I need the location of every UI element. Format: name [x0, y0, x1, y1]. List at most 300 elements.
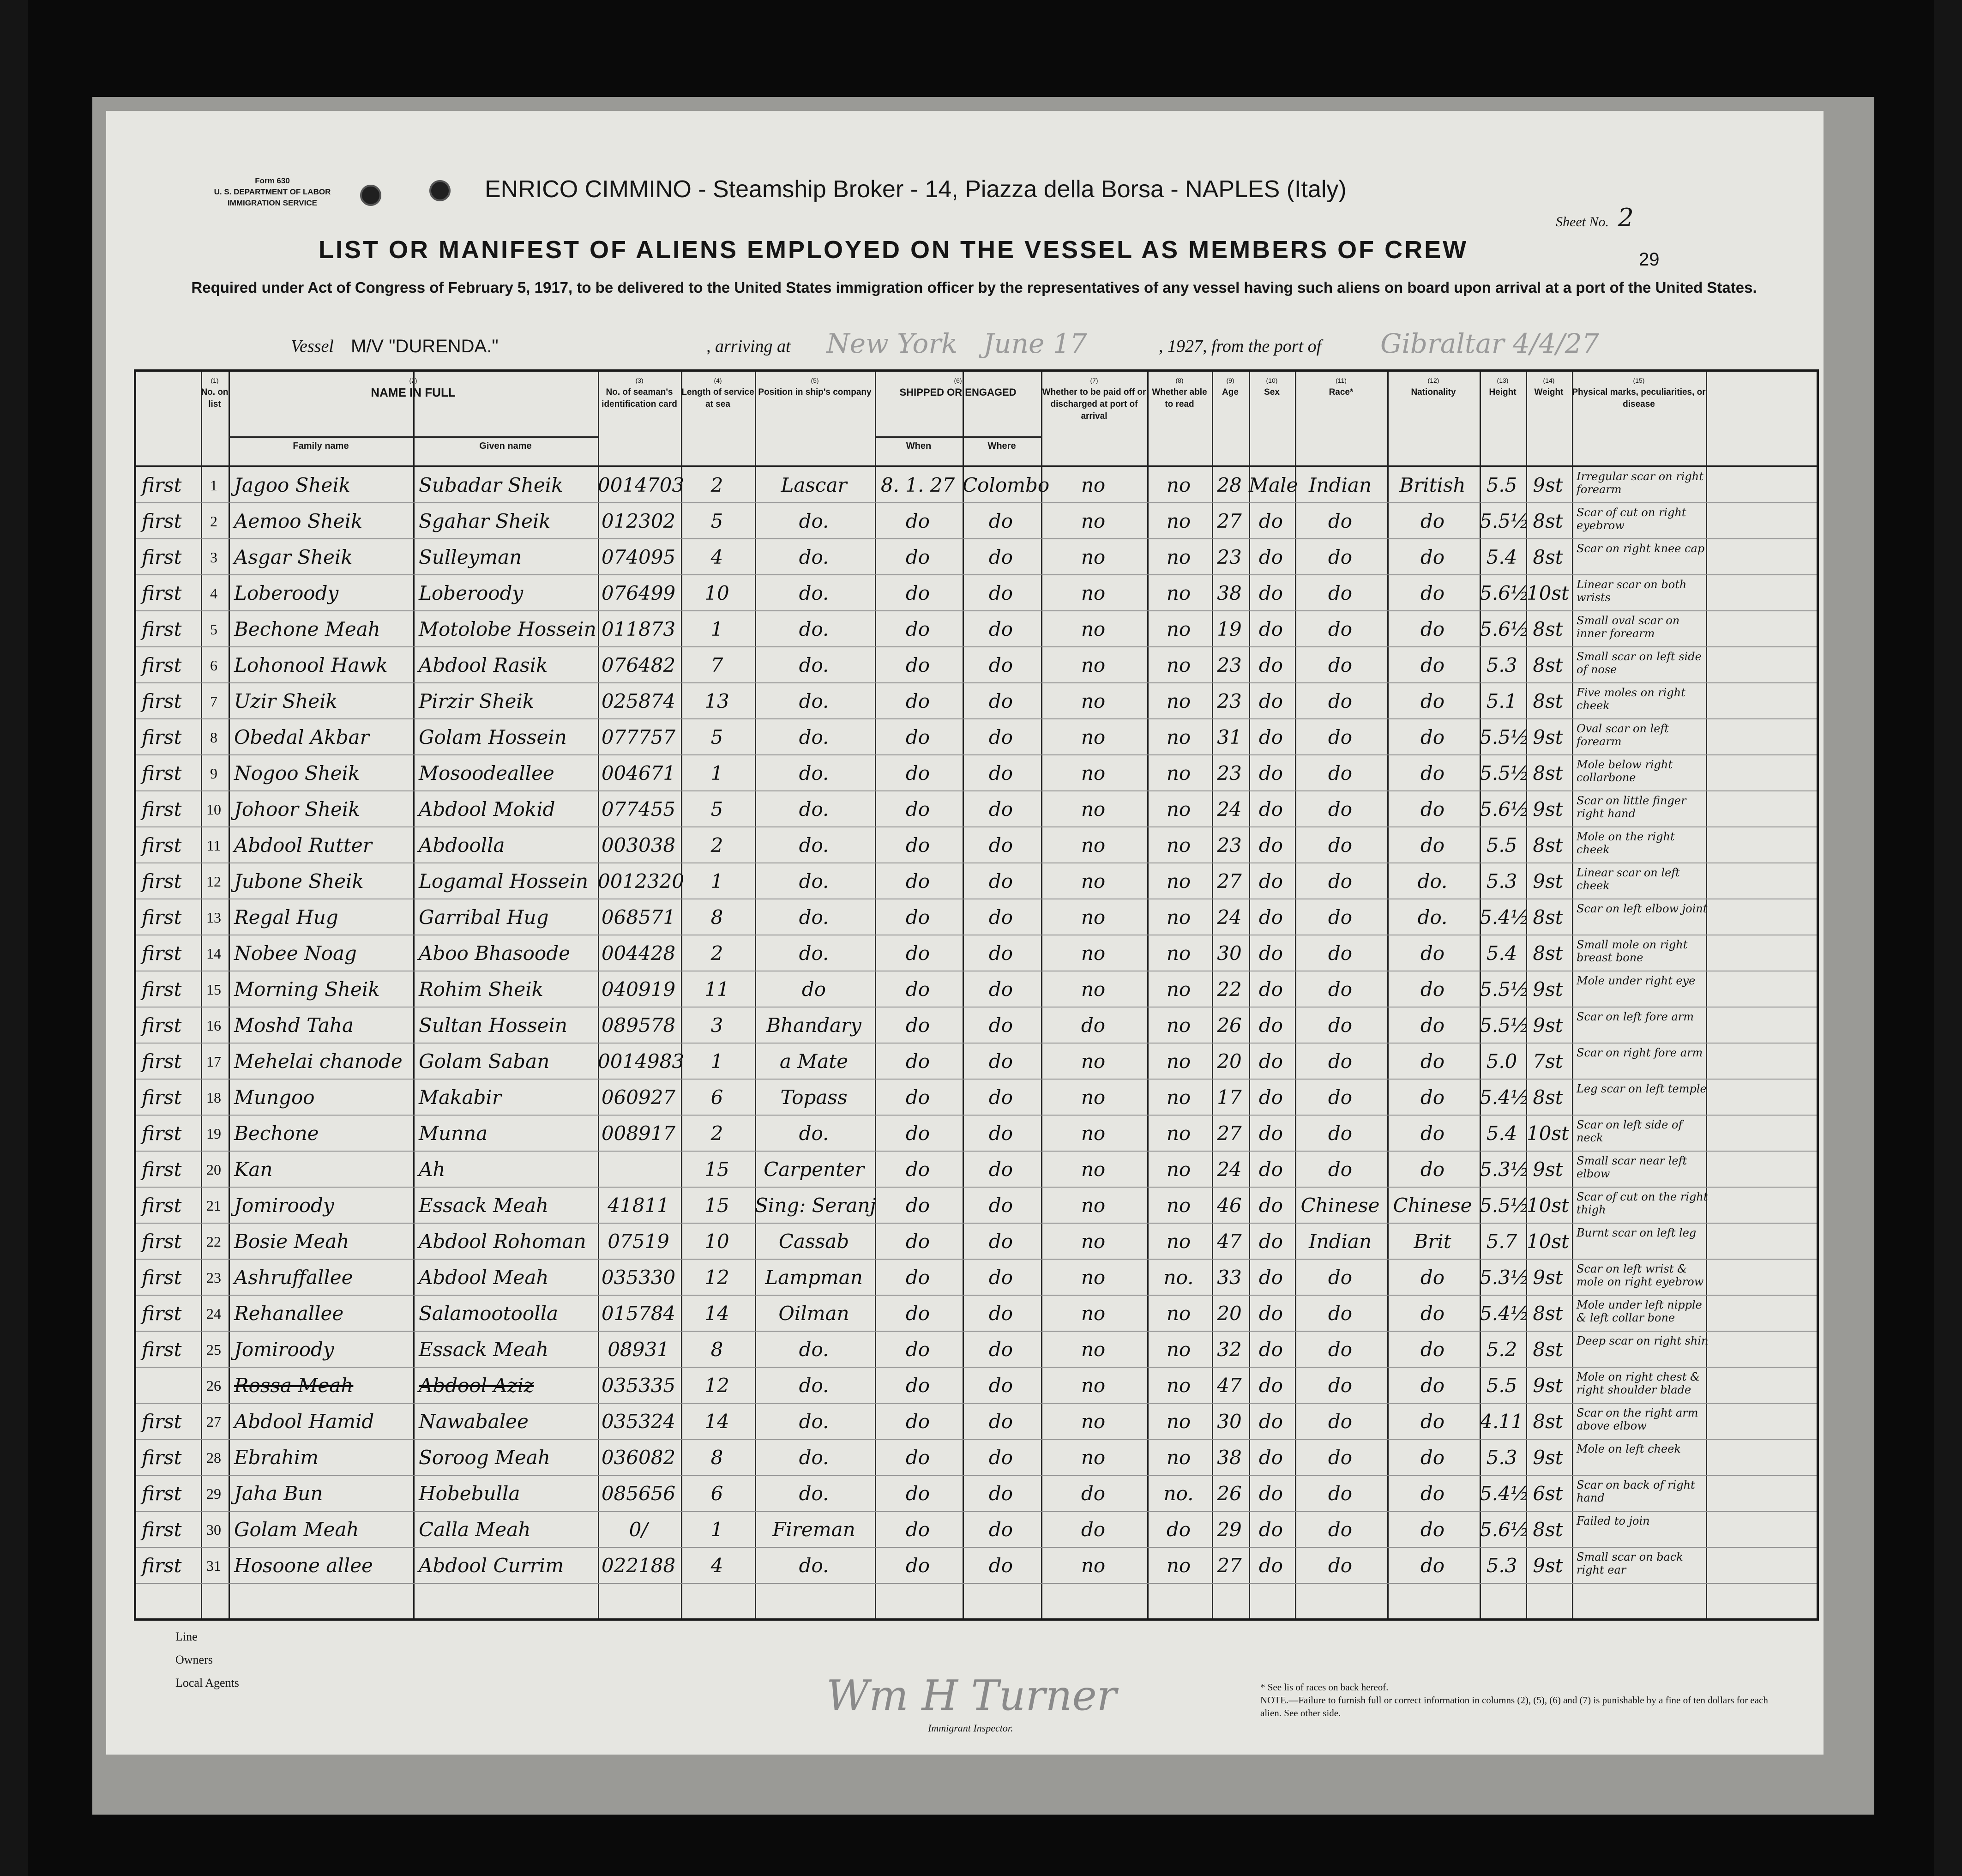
cell-service: 8 — [710, 1446, 723, 1469]
cell-weight: 9st — [1533, 1554, 1563, 1577]
cell-no: 12 — [206, 873, 221, 890]
cell-paid: no — [1081, 1338, 1106, 1361]
cell-weight: 9st — [1533, 1446, 1563, 1469]
cell-when: do — [905, 1266, 930, 1289]
table-row — [136, 1476, 1817, 1512]
cell-nationality: do — [1420, 1446, 1445, 1469]
cell-position: do. — [799, 834, 829, 857]
cell-card: 040919 — [601, 978, 676, 1001]
cell-given: Nawabalee — [419, 1410, 529, 1433]
cell-read: no — [1166, 1374, 1191, 1397]
cell-paid: do — [1081, 1014, 1106, 1037]
cell-nationality: Brit — [1414, 1230, 1451, 1253]
table-row — [136, 863, 1817, 899]
cell-physical: Linear scar on left cheek — [1577, 866, 1680, 892]
cell-read: no — [1166, 582, 1191, 604]
cell-where: do — [988, 906, 1013, 929]
cell-race: do — [1328, 1446, 1353, 1469]
cell-physical: Scar on right fore arm — [1577, 1046, 1703, 1059]
cell-where: do — [988, 726, 1013, 748]
cell-when: do — [905, 1482, 930, 1505]
cell-sex: do — [1258, 1446, 1283, 1469]
cell-height: 5.3 — [1486, 654, 1517, 676]
cell-height: 5.2 — [1486, 1338, 1517, 1361]
cell-physical: Scar on little finger right hand — [1577, 794, 1686, 820]
cell-given: Hobebulla — [419, 1482, 520, 1505]
cell-paid: do — [1081, 1482, 1106, 1505]
table-row — [136, 827, 1817, 863]
cell-age: 27 — [1217, 1122, 1242, 1145]
cell-read: no — [1166, 798, 1191, 820]
cell-mark: first — [142, 978, 182, 1001]
cell-read: no — [1166, 1086, 1191, 1109]
header-nationality: (12) Nationality — [1411, 377, 1456, 397]
cell-no: 22 — [206, 1233, 221, 1250]
cell-family: Aemoo Sheik — [234, 510, 363, 532]
cell-physical: Scar of cut on the right thigh — [1577, 1190, 1708, 1216]
cell-where: do — [988, 582, 1013, 604]
cell-physical: Mole below right collarbone — [1577, 758, 1673, 784]
cell-mark: first — [142, 690, 182, 712]
cell-sex: do — [1258, 1014, 1283, 1037]
cell-height: 5.6½ — [1480, 798, 1529, 820]
cell-family: Johoor Sheik — [234, 798, 360, 820]
crew-table — [134, 369, 1819, 1621]
cell-when: do — [905, 1122, 930, 1145]
cell-position: do. — [799, 942, 829, 965]
cell-sex: do — [1258, 1554, 1283, 1577]
cell-card: 077757 — [601, 726, 676, 748]
table-row — [136, 935, 1817, 971]
cell-sex: do — [1258, 942, 1283, 965]
cell-position: do. — [799, 1446, 829, 1469]
cell-height: 5.4½ — [1480, 1086, 1529, 1109]
cell-nationality: do — [1420, 942, 1445, 965]
cell-age: 31 — [1217, 726, 1242, 748]
cell-when: do — [905, 546, 930, 568]
cell-read: no — [1166, 978, 1191, 1001]
cell-nationality: do — [1420, 618, 1445, 640]
cell-nationality: do — [1420, 546, 1445, 568]
cell-weight: 10st — [1527, 1194, 1569, 1217]
cell-given: Sgahar Sheik — [419, 510, 551, 532]
cell-race: do — [1328, 1158, 1353, 1181]
cell-service: 2 — [710, 474, 723, 496]
cell-no: 9 — [210, 765, 217, 782]
local-agents-label: Local Agents — [175, 1676, 239, 1689]
cell-position: do. — [799, 1122, 829, 1145]
cell-when: do — [905, 1338, 930, 1361]
cell-physical: Small oval scar on inner forearm — [1577, 614, 1680, 640]
cell-sex: do — [1258, 726, 1283, 748]
cell-read: no — [1166, 1554, 1191, 1577]
cell-paid: no — [1081, 762, 1106, 784]
cell-family: Nobee Noag — [234, 942, 357, 965]
cell-card: 015784 — [601, 1302, 676, 1325]
cell-family: Bechone Meah — [234, 618, 380, 640]
cell-read: no — [1166, 1122, 1191, 1145]
vessel-line — [291, 328, 1676, 365]
cell-where: do — [988, 978, 1013, 1001]
cell-no: 14 — [206, 945, 221, 962]
cell-when: do — [905, 582, 930, 604]
cell-where: do — [988, 1122, 1013, 1145]
cell-no: 29 — [206, 1485, 221, 1502]
cell-card: 0012320 — [598, 870, 685, 893]
table-row — [136, 755, 1817, 791]
cell-physical: Failed to join — [1577, 1514, 1650, 1527]
cell-physical: Scar on left fore arm — [1577, 1010, 1694, 1023]
cell-service: 6 — [710, 1482, 723, 1505]
cell-paid: no — [1081, 1194, 1106, 1217]
cell-where: do — [988, 1338, 1013, 1361]
cell-weight: 8st — [1533, 1410, 1563, 1433]
cell-nationality: do — [1420, 1518, 1445, 1541]
cell-physical: Scar on left wrist & mole on right eyebrow — [1577, 1262, 1704, 1288]
cell-weight: 8st — [1533, 1302, 1563, 1325]
cell-no: 5 — [210, 621, 217, 638]
cell-physical: Small scar on left side of nose — [1577, 650, 1702, 676]
cell-weight: 8st — [1533, 942, 1563, 965]
cell-position: do. — [799, 1482, 829, 1505]
table-row — [136, 1296, 1817, 1332]
cell-given: Abdool Rasik — [419, 654, 548, 676]
year-label: , 1927, from the port of — [1159, 337, 1322, 356]
cell-height: 5.6½ — [1480, 1518, 1529, 1541]
cell-service: 8 — [710, 906, 723, 929]
cell-age: 47 — [1217, 1230, 1242, 1253]
cell-race: do — [1328, 546, 1353, 568]
cell-service: 12 — [704, 1374, 729, 1397]
cell-service: 7 — [710, 654, 723, 676]
cell-race: do — [1328, 1302, 1353, 1325]
cell-nationality: do — [1420, 654, 1445, 676]
table-row — [136, 503, 1817, 539]
cell-read: no. — [1163, 1482, 1194, 1505]
cell-when: do — [905, 1230, 930, 1253]
cell-service: 1 — [710, 618, 723, 640]
cell-nationality: do — [1420, 1086, 1445, 1109]
cell-age: 27 — [1217, 510, 1242, 532]
cell-where: do — [988, 942, 1013, 965]
cell-no: 25 — [206, 1341, 221, 1358]
cell-card: 008917 — [601, 1122, 676, 1145]
broker-line: ENRICO CIMMINO - Steamship Broker - 14, Piazza della Borsa - NAPLES (Italy) — [485, 176, 1347, 203]
cell-no: 4 — [210, 585, 217, 602]
cell-age: 47 — [1217, 1374, 1242, 1397]
cell-race: do — [1328, 1482, 1353, 1505]
table-row — [136, 1368, 1817, 1404]
subtitle: Required under Act of Congress of February 5, 1917, to be delivered to the United States immigration officer by the representatives of any vessel having such aliens on board upon arrival at a port of the United States. — [191, 279, 1757, 296]
cell-where: do — [988, 762, 1013, 784]
cell-age: 38 — [1217, 1446, 1242, 1469]
cell-read: no — [1166, 726, 1191, 748]
cell-mark: first — [142, 1302, 182, 1325]
header-able-read: (8) Whether able to read — [1152, 377, 1207, 409]
cell-no: 1 — [210, 477, 217, 494]
cell-mark: first — [142, 1482, 182, 1505]
cell-when: do — [905, 834, 930, 857]
cell-sex: do — [1258, 1194, 1283, 1217]
cell-paid: no — [1081, 654, 1106, 676]
header-race: (11) Race* — [1329, 377, 1354, 397]
cell-card: 003038 — [601, 834, 676, 857]
cell-when: do — [905, 1518, 930, 1541]
cell-family: Jaha Bun — [234, 1482, 323, 1505]
cell-race: do — [1328, 978, 1353, 1001]
cell-position: do. — [799, 1338, 829, 1361]
cell-weight: 10st — [1527, 1122, 1569, 1145]
cell-height: 5.4 — [1486, 1122, 1517, 1145]
cell-mark: first — [142, 1410, 182, 1433]
cell-weight: 9st — [1533, 798, 1563, 820]
cell-when: do — [905, 1050, 930, 1073]
cell-paid: no — [1081, 1446, 1106, 1469]
cell-race: do — [1328, 1266, 1353, 1289]
cell-nationality: do — [1420, 510, 1445, 532]
cell-given: Munna — [419, 1122, 488, 1145]
cell-paid: no — [1081, 798, 1106, 820]
header-family-name: Family name — [293, 441, 349, 451]
cell-age: 23 — [1217, 762, 1242, 784]
cell-nationality: do — [1420, 1302, 1445, 1325]
cell-service: 15 — [704, 1158, 729, 1181]
cell-where: do — [988, 1302, 1013, 1325]
cell-position: do. — [799, 690, 829, 712]
cell-paid: no — [1081, 1122, 1106, 1145]
cell-paid: no — [1081, 1410, 1106, 1433]
cell-position: a Mate — [779, 1050, 849, 1073]
table-row — [136, 467, 1817, 503]
cell-weight: 10st — [1527, 1230, 1569, 1253]
cell-family: Abdool Hamid — [234, 1410, 374, 1433]
cell-sex: do — [1258, 1158, 1283, 1181]
cell-mark: first — [142, 1554, 182, 1577]
cell-height: 5.3½ — [1480, 1266, 1529, 1289]
cell-card: 074095 — [601, 546, 676, 568]
cell-height: 5.4½ — [1480, 1482, 1529, 1505]
cell-family: Rehanallee — [234, 1302, 344, 1325]
cell-weight: 9st — [1533, 870, 1563, 893]
header-height: (13) Height — [1489, 377, 1517, 397]
cell-when: do — [905, 978, 930, 1001]
cell-read: no — [1166, 762, 1191, 784]
table-row — [136, 1116, 1817, 1152]
header-age: (9) Age — [1222, 377, 1239, 397]
cell-family: Bechone — [234, 1122, 319, 1145]
cell-when: do — [905, 726, 930, 748]
cell-when: do — [905, 510, 930, 532]
cell-physical: Mole on left cheek — [1577, 1442, 1681, 1455]
cell-physical: Burnt scar on left leg — [1577, 1226, 1697, 1239]
cell-physical: Deep scar on right shin — [1577, 1334, 1709, 1347]
cell-height: 5.5½ — [1480, 1014, 1529, 1037]
cell-weight: 8st — [1533, 834, 1563, 857]
cell-physical: Mole on the right cheek — [1577, 830, 1675, 856]
cell-where: do — [988, 510, 1013, 532]
cell-position: do. — [799, 1410, 829, 1433]
header-where: Where — [987, 441, 1016, 451]
cell-weight: 8st — [1533, 546, 1563, 568]
cell-mark: first — [142, 906, 182, 929]
cell-weight: 6st — [1533, 1482, 1563, 1505]
cell-weight: 8st — [1533, 1086, 1563, 1109]
cell-race: do — [1328, 1338, 1353, 1361]
cell-mark: first — [142, 618, 182, 640]
cell-sex: Male — [1249, 474, 1298, 496]
cell-physical: Five moles on right cheek — [1577, 686, 1685, 712]
cell-age: 33 — [1217, 1266, 1242, 1289]
cell-physical: Mole on right chest & right shoulder blade — [1577, 1370, 1700, 1396]
cell-where: do — [988, 1554, 1013, 1577]
cell-when: do — [905, 798, 930, 820]
cell-paid: do — [1081, 1518, 1106, 1541]
cell-card: 0/ — [629, 1518, 648, 1541]
cell-service: 2 — [710, 942, 723, 965]
cell-age: 20 — [1217, 1050, 1242, 1073]
cell-weight: 8st — [1533, 510, 1563, 532]
cell-sex: do — [1258, 1086, 1283, 1109]
cell-paid: no — [1081, 1266, 1106, 1289]
cell-physical: Leg scar on left temple — [1577, 1082, 1707, 1095]
cell-read: no — [1166, 1158, 1191, 1181]
cell-sex: do — [1258, 906, 1283, 929]
cell-family: Moshd Taha — [234, 1014, 354, 1037]
cell-service: 1 — [710, 870, 723, 893]
cell-position: do. — [799, 510, 829, 532]
cell-family: Abdool Rutter — [234, 834, 372, 857]
cell-weight: 9st — [1533, 1266, 1563, 1289]
cell-read: no — [1166, 1050, 1191, 1073]
cell-service: 8 — [710, 1338, 723, 1361]
cell-card: 085656 — [601, 1482, 676, 1505]
cell-nationality: do — [1420, 834, 1445, 857]
cell-paid: no — [1081, 690, 1106, 712]
cell-position: do. — [799, 906, 829, 929]
cell-card: 089578 — [601, 1014, 676, 1037]
cell-given: Abdool Meah — [419, 1266, 549, 1289]
cell-weight: 8st — [1533, 654, 1563, 676]
cell-no: 21 — [206, 1197, 221, 1214]
cell-read: no — [1166, 870, 1191, 893]
table-row — [136, 1224, 1817, 1260]
cell-service: 10 — [704, 582, 729, 604]
cell-given: Golam Hossein — [419, 726, 567, 748]
cell-no: 10 — [206, 801, 221, 818]
cell-paid: no — [1081, 726, 1106, 748]
cell-mark: first — [142, 1158, 182, 1181]
cell-weight: 9st — [1533, 1158, 1563, 1181]
cell-service: 2 — [710, 834, 723, 857]
cell-position: Lampman — [765, 1266, 863, 1289]
cell-physical: Scar on right knee cap — [1577, 542, 1705, 555]
cell-given: Ah — [419, 1158, 445, 1181]
cell-sex: do — [1258, 654, 1283, 676]
cell-family: Obedal Akbar — [234, 726, 369, 748]
cell-where: do — [988, 618, 1013, 640]
cell-service: 11 — [704, 978, 729, 1001]
cell-sex: do — [1258, 798, 1283, 820]
cell-service: 3 — [710, 1014, 723, 1037]
cell-age: 20 — [1217, 1302, 1242, 1325]
cell-where: do — [988, 834, 1013, 857]
cell-position: Oilman — [778, 1302, 849, 1325]
cell-nationality: Chinese — [1393, 1194, 1472, 1217]
cell-family: Uzir Sheik — [234, 690, 337, 712]
cell-card: 076482 — [601, 654, 676, 676]
cell-where: do — [988, 798, 1013, 820]
cell-race: do — [1328, 870, 1353, 893]
cell-physical: Mole under right eye — [1577, 974, 1696, 987]
cell-height: 5.3 — [1486, 1446, 1517, 1469]
cell-paid: no — [1081, 1050, 1106, 1073]
cell-service: 14 — [704, 1302, 729, 1325]
cell-service: 5 — [710, 726, 723, 748]
cell-given: Garribal Hug — [419, 906, 549, 929]
cell-family: Lohonool Hawk — [234, 654, 388, 676]
cell-given: Sulleyman — [419, 546, 522, 568]
cell-age: 27 — [1217, 1554, 1242, 1577]
cell-where: do — [988, 1086, 1013, 1109]
cell-nationality: do — [1420, 1266, 1445, 1289]
footnote: * See lis of races on back hereof. NOTE.—Failure to furnish full or correct information in columns (2), (5), (6) and (7) is punishable by a fine of ten dollars for each alien. See other side. — [1260, 1682, 1768, 1719]
cell-card: 022188 — [601, 1554, 676, 1577]
cell-weight: 9st — [1533, 1374, 1563, 1397]
sheet-number — [1556, 203, 1634, 232]
cell-when: do — [905, 906, 930, 929]
cell-read: no — [1166, 834, 1191, 857]
header-sex: (10) Sex — [1264, 377, 1280, 397]
cell-height: 5.1 — [1486, 690, 1517, 712]
cell-physical: Small scar on back right ear — [1577, 1550, 1683, 1576]
cell-nationality: British — [1399, 474, 1466, 496]
header-length-service: (4) Length of service at sea — [681, 377, 754, 409]
cell-family: Ebrahim — [234, 1446, 319, 1469]
cell-position: Carpenter — [764, 1158, 864, 1181]
cell-paid: no — [1081, 834, 1106, 857]
cell-race: do — [1328, 1014, 1353, 1037]
cell-family: Kan — [234, 1158, 273, 1181]
table-row — [136, 1080, 1817, 1116]
cell-physical: Small scar near left elbow — [1577, 1154, 1687, 1180]
table-row — [136, 1332, 1817, 1368]
cell-mark: first — [142, 1518, 182, 1541]
punch-hole-icon — [360, 185, 381, 206]
cell-no: 20 — [206, 1161, 221, 1178]
table-row — [136, 971, 1817, 1007]
cell-race: do — [1328, 690, 1353, 712]
cell-when: do — [905, 1374, 930, 1397]
header-shipped: (6) SHIPPED OR ENGAGED — [899, 377, 1017, 398]
cell-height: 5.5 — [1486, 474, 1517, 496]
cell-family: Jagoo Sheik — [234, 474, 351, 496]
cell-read: no. — [1163, 1266, 1194, 1289]
cell-height: 5.3 — [1486, 870, 1517, 893]
cell-sex: do — [1258, 510, 1283, 532]
cell-weight: 9st — [1533, 1014, 1563, 1037]
cell-no: 27 — [206, 1413, 221, 1430]
cell-mark: first — [142, 834, 182, 857]
cell-given: Soroog Meah — [419, 1446, 550, 1469]
cell-height: 5.3 — [1486, 1554, 1517, 1577]
cell-no: 8 — [210, 729, 217, 746]
cell-where: do — [988, 690, 1013, 712]
cell-sex: do — [1258, 546, 1283, 568]
cell-service: 6 — [710, 1086, 723, 1109]
table-row — [136, 1188, 1817, 1224]
cell-race: do — [1328, 1122, 1353, 1145]
cell-family: Jubone Sheik — [234, 870, 364, 893]
